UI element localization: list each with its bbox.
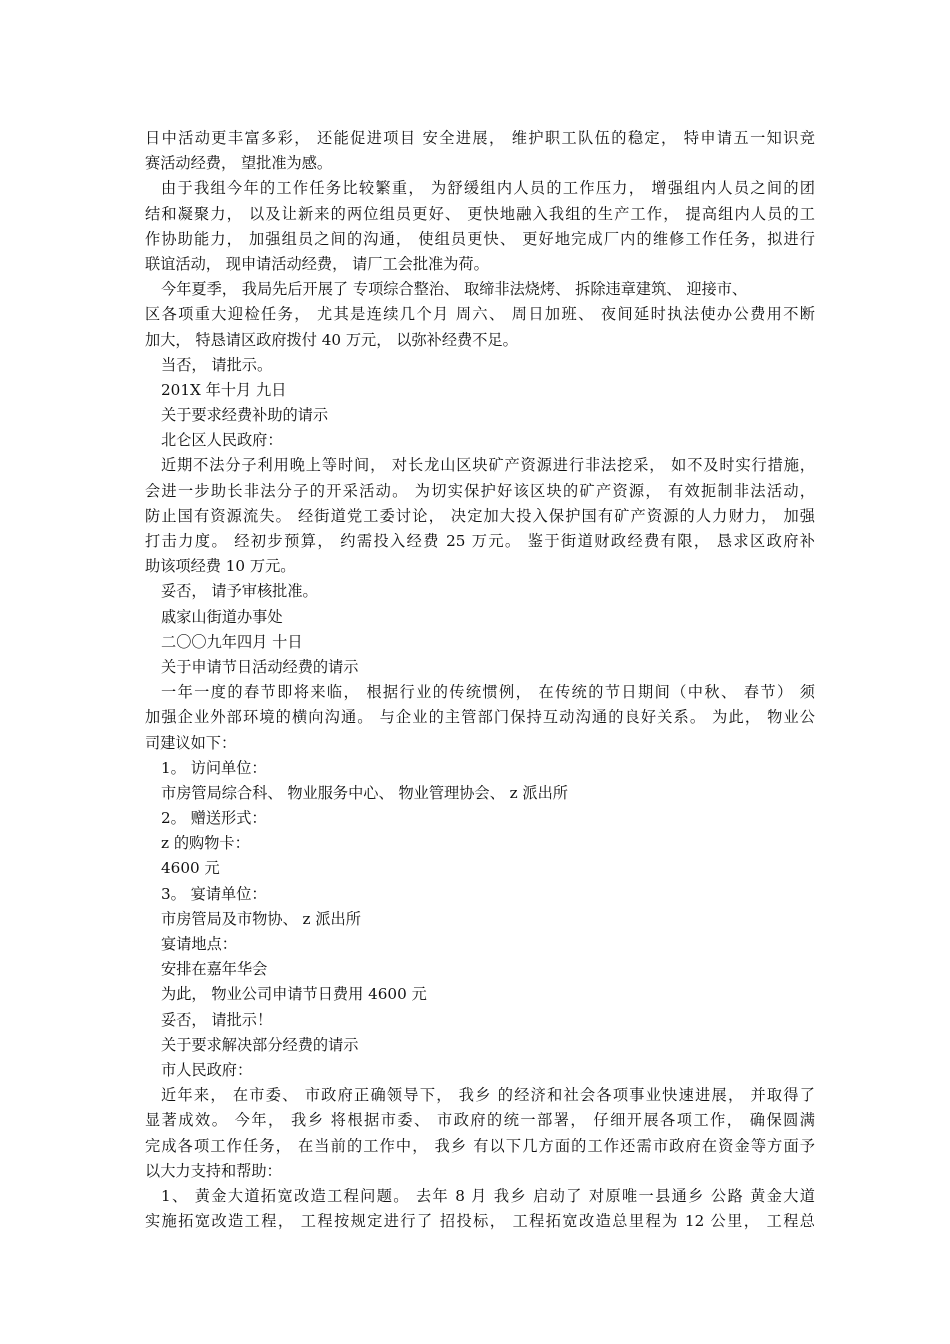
text-line: 安排在嘉年华会 — [161, 960, 268, 979]
text-line: 201X 年十月 九日 — [161, 380, 287, 399]
text-line: 关于要求经费补助的请示 — [161, 406, 329, 425]
text-line: 北仑区人民政府： — [161, 431, 283, 450]
text-line: 二〇〇九年四月 十日 — [161, 632, 303, 651]
text-line: 加强企业外部环境的横向沟通。 与企业的主管部门保持互动沟通的良好关系。 为此， 物业公 — [145, 708, 815, 727]
text-line: 关于要求解决部分经费的请示 — [161, 1035, 359, 1054]
text-line: 1、 黄金大道拓宽改造工程问题。 去年 8 月 我乡 启动了 对原唯一县通乡 公路 黄金大道 — [161, 1186, 815, 1205]
text-line: 助该项经费 10 万元。 — [145, 557, 296, 576]
text-line: 4600 元 — [161, 859, 220, 878]
text-line: 日中活动更丰富多彩， 还能促进项目 安全进展， 维护职工队伍的稳定， 特申请五一知识竞 — [145, 129, 815, 147]
text-line: 显著成效。 今年， 我乡 将根据市委、 市政府的统一部署， 仔细开展各项工作， 确保圆满 — [145, 1111, 815, 1130]
text-line: 作协助能力， 加强组员之间的沟通， 使组员更快、 更好地完成厂内的维修工作任务，拟进行 — [145, 229, 815, 248]
text-line: 以大力支持和帮助： — [145, 1161, 282, 1180]
text-line: 2。 赠送形式： — [161, 809, 267, 828]
document-body — [145, 126, 815, 1234]
text-line: 当否， 请批示。 — [161, 355, 273, 374]
text-line: 3。 宴请单位： — [161, 884, 267, 903]
text-line: 会进一步助长非法分子的开采活动。 为切实保护好该区块的矿产资源， 有效扼制非法活动， — [145, 481, 815, 500]
text-line: 由于我组今年的工作任务比较繁重， 为舒缓组内人员的工作压力， 增强组内人员之间的团 — [161, 179, 815, 198]
text-line: 一年一度的春节即将来临， 根据行业的传统惯例， 在传统的节日期间（中秋、 春节） 须 — [161, 683, 815, 702]
text-line: 打击力度。 经初步预算， 约需投入经费 25 万元。 鉴于街道财政经费有限， 恳求区政府补 — [145, 532, 815, 550]
text-line: 妥否， 请予审核批准。 — [161, 582, 318, 601]
text-line: 市房管局及市物协、 z 派出所 — [161, 909, 361, 928]
text-line: 联谊活动， 现申请活动经费， 请厂工会批准为荷。 — [145, 254, 489, 273]
text-line: 近期不法分子利用晚上等时间， 对长龙山区块矿产资源进行非法挖采， 如不及时实行措施， — [161, 456, 815, 475]
text-line: 防止国有资源流失。 经街道党工委讨论， 决定加大投入保护国有矿产资源的人力财力， 加强 — [145, 506, 815, 525]
text-line: 宴请地点： — [161, 935, 237, 953]
text-line: z 的购物卡： — [161, 834, 250, 853]
text-line: 司建议如下： — [145, 733, 237, 752]
text-line: 戚家山街道办事处 — [161, 607, 283, 626]
text-line: 1。 访问单位： — [161, 758, 267, 777]
text-line: 区各项重大迎检任务， 尤其是连续几个月 周六、 周日加班、 夜间延时执法使办公费用不断 — [145, 305, 815, 324]
text-line: 市房管局综合科、 物业服务中心、 物业管理协会、 z 派出所 — [161, 783, 568, 802]
text-line: 结和凝聚力， 以及让新来的两位组员更好、 更快地融入我组的生产工作， 提高组内人员的工 — [145, 204, 815, 223]
text-line: 市人民政府： — [161, 1060, 253, 1079]
text-line: 妥否， 请批示！ — [161, 1010, 273, 1029]
text-line: 关于申请节日活动经费的请示 — [161, 657, 359, 676]
text-line: 完成各项工作任务， 在当前的工作中， 我乡 有以下几方面的工作还需市政府在资金等方面予 — [145, 1136, 815, 1155]
text-line: 加大， 特恳请区政府拨付 40 万元， 以弥补经费不足。 — [145, 330, 518, 349]
text-line: 今年夏季， 我局先后开展了 专项综合整治、 取缔非法烧烤、 拆除违章建筑、 迎接市、 — [161, 280, 748, 299]
text-line: 近年来， 在市委、 市政府正确领导下， 我乡 的经济和社会各项事业快速进展， 并取得了 — [161, 1086, 815, 1105]
text-line: 赛活动经费， 望批准为感。 — [145, 154, 333, 173]
text-line: 为此， 物业公司申请节日费用 4600 元 — [161, 985, 427, 1004]
text-line: 实施拓宽改造工程， 工程按规定进行了 招投标， 工程拓宽改造总里程为 12 公里， 工程总 — [145, 1212, 815, 1231]
